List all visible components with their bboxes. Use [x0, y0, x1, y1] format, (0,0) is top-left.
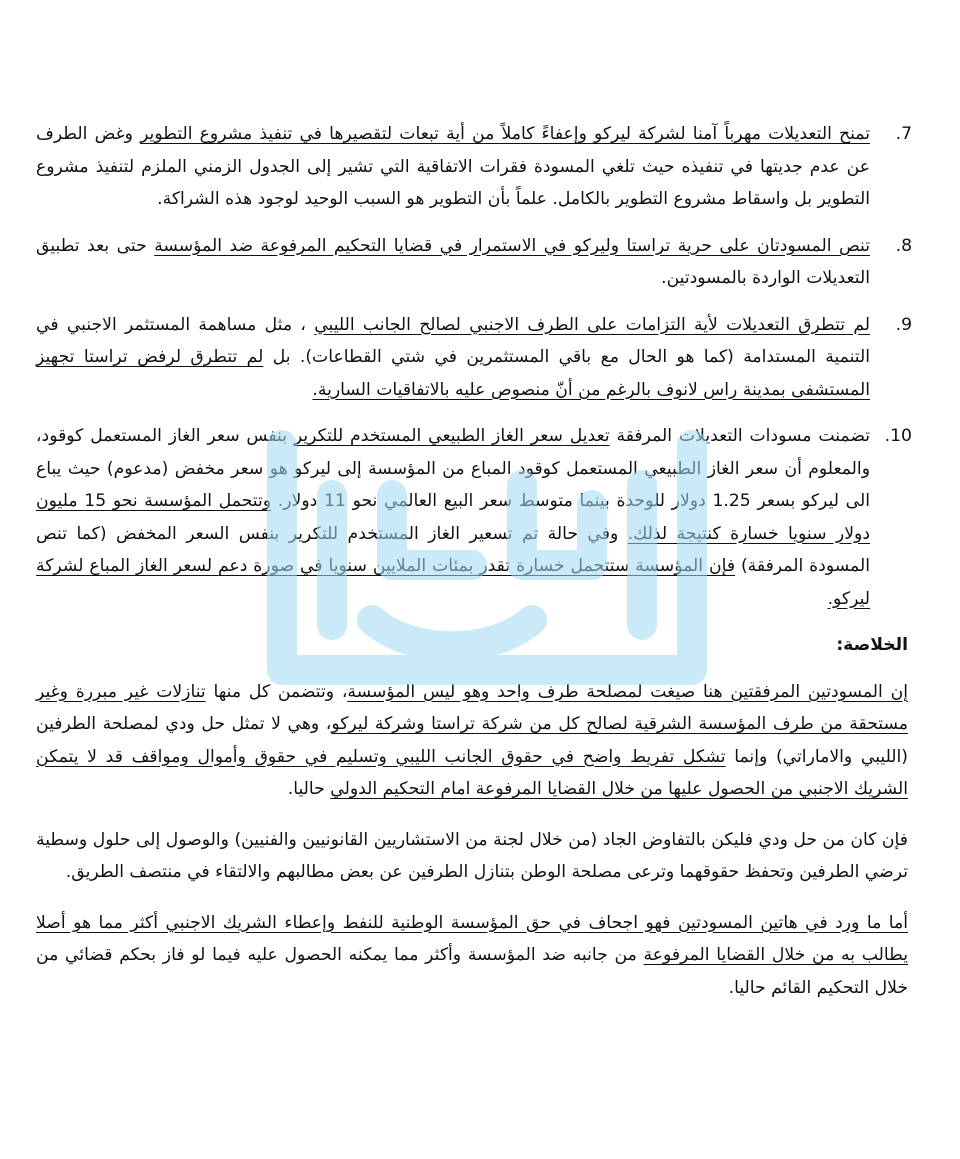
- plain-text: ، وتتضمن كل منها: [205, 681, 348, 702]
- item-text: [36, 309, 870, 407]
- underlined-text: تنص المسودتان على حرية تراستا وليركو في الاستمرار في قضايا التحكيم المرفوعة ضد المؤسسة: [154, 235, 870, 256]
- numbered-item-7: [36, 118, 912, 216]
- underlined-text: تمنح التعديلات مهرباً آمنا لشركة ليركو وإعفاءً كاملاً من أية تبعات لتقصيرها في تنفيذ مشروع التطوير: [140, 124, 870, 144]
- underlined-text: تشكل تفريط واضح في حقوق الجانب الليبي وتسليم في حقوق وأموال ومواقف قد لا يتمكن الشريك الاجنبي من الحصول عليها من خلال القضايا المرفوعة امام التحكيم الدولي: [36, 746, 908, 799]
- numbered-item-8: [36, 230, 912, 295]
- underlined-text: تنازلات غير مبررة وغير مستحقة من طرف المؤسسة الشرقية لصالح كل من شركة تراستا وشركة ليركو: [36, 681, 909, 734]
- summary-heading: الخلاصة:: [836, 635, 908, 655]
- plain-text: تضمنت مسودات التعديلات المرفقة: [609, 426, 871, 446]
- numbered-item-10: [36, 420, 912, 615]
- plain-text: ، مثل مساهمة المستثمر الاجنبي في التنمية المستدامة (كما هو الحال مع باقي المستثمرين في شتي القطاعات). بل: [36, 314, 870, 367]
- summary-paragraph-3: [36, 907, 908, 1005]
- item-text: [36, 420, 870, 615]
- plain-text: وفي حالة تم تسعير الغاز المستخدم للتكرير بنفس السعر المخفض (كما تنص المسودة المرفقة): [36, 523, 870, 576]
- underlined-text: لم تتطرق لرفض تراستا تجهيز المستشفى بمدينة راس لانوف بالرغم من أنّ منصوص عليه بالاتفاقيات السارية.: [36, 347, 870, 400]
- plain-text: من جانبه ضد المؤسسة وأكثر مما يمكنه الحصول عليه فيما لو فاز بحكم قضائي من خلال التحكيم القائم حاليا.: [36, 945, 908, 998]
- item-number: 7.: [895, 124, 912, 144]
- plain-text: حتى بعد تطبيق التعديلات الواردة بالمسودتين.: [36, 235, 870, 288]
- item-text: [36, 118, 870, 216]
- item-number: 10.: [884, 426, 912, 446]
- plain-text: بنفس سعر الغاز المستعمل كوقود، والمعلوم أن سعر الغاز الطبيعي المستعمل كوقود المباع من المؤسسة إلى ليركو هو سعر مخفض (مدعوم) حيث يباع الى ليركو بسعر 1.25 دولار للوحدة بينما متوسط سعر البيع العالمي نحو 11 دولار.: [36, 426, 870, 511]
- underlined-text: إن المسودتين المرفقتين هنا صيغت لمصلحة طرف واحد وهو ليس المؤسسة: [347, 681, 908, 702]
- underlined-text: أما ما ورد في هاتين المسودتين فهو اجحاف في حق المؤسسة الوطنية للنفط وإعطاء الشريك الاجنبي أكثر مما هو أصلا يطالب به من خلال القضايا المرفوعة: [36, 912, 908, 965]
- plain-text: ، وهي لا تمثل حل ودي لمصلحة الطرفين (الليبي والاماراتي) وإنما: [36, 714, 908, 767]
- underlined-text: لم تتطرق التعديلات لأية التزامات على الطرف الاجنبي لصالح الجانب الليبي: [314, 314, 870, 335]
- summary-paragraph-1: [36, 676, 908, 806]
- document-page: [36, 118, 912, 1022]
- numbered-item-9: [36, 309, 912, 407]
- underlined-text: فإن المؤسسة ستتحمل خسارة تقدر بمئات الملايين سنويا في صورة دعم لسعر الغاز المباع لشركة ليركو.: [36, 556, 870, 609]
- summary-paragraph-2: فإن كان من حل ودي فليكن بالتفاوض الجاد (من خلال لجنة من الاستشاريين القانونيين والفنيين) والوصول إلى حلول وسطية ترضي الطرفين وتحفظ حقوقهما وترعى مصلحة الوطن بتنازل الطرفين عن بعض مطالبهم والالتقاء في منتصف الطريق.: [36, 829, 908, 882]
- underlined-text: وتتحمل المؤسسة نحو 15 مليون دولار سنويا خسارة كنتيجة لذلك.: [36, 491, 870, 544]
- underlined-text: تعديل سعر الغاز الطبيعي المستخدم للتكرير: [293, 426, 610, 446]
- plain-text: وغض الطرف عن عدم جديتها في تنفيذه حيث تلغي المسودة فقرات الاتفاقية التي تشير إلى الجدول الزمني الملزم لتنفيذ مشروع التطوير بل واسقاط مشروع التطوير بالكامل. علماً بأن التطوير هو السبب الوحيد لوجود هذه الشراكة.: [36, 124, 870, 209]
- plain-text: حاليا.: [287, 779, 331, 799]
- item-number: 8.: [895, 235, 912, 256]
- item-number: 9.: [895, 314, 912, 335]
- item-text: [36, 230, 870, 295]
